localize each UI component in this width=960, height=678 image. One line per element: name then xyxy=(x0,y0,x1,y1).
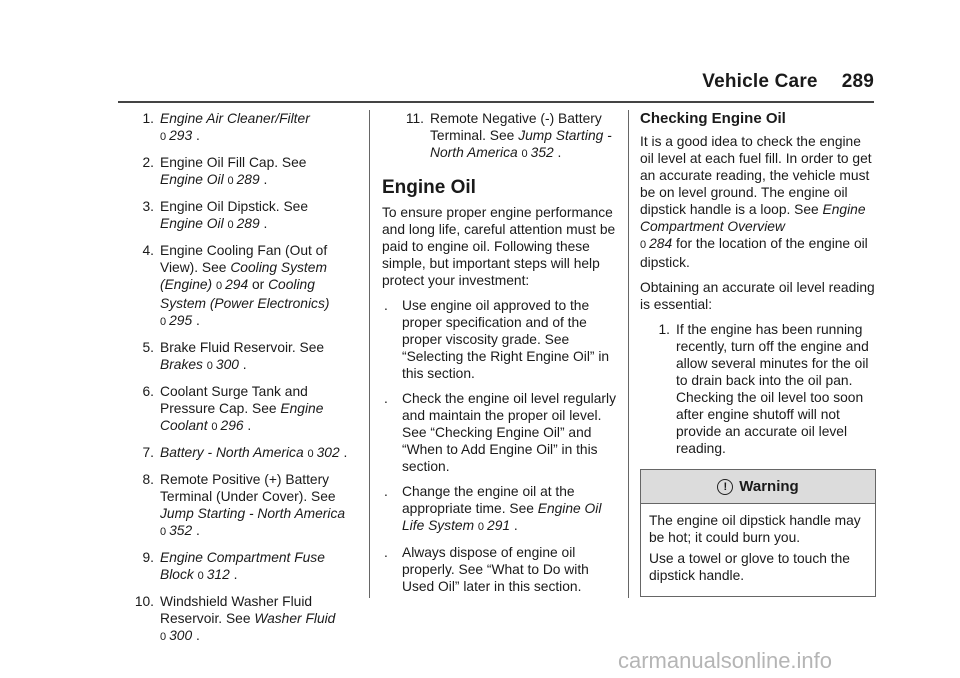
bullet-list xyxy=(382,297,617,595)
bullet-mark: . xyxy=(384,298,388,313)
page-ref-icon: 0 xyxy=(160,316,167,328)
text-run xyxy=(224,216,228,231)
list-number: 11. xyxy=(405,111,424,126)
step-number: 1. xyxy=(658,322,670,337)
text-run: . xyxy=(339,445,348,460)
cross-reference: 294 xyxy=(225,277,249,292)
text-run: or xyxy=(248,277,269,292)
list-number: 7. xyxy=(142,445,154,460)
cross-reference: Engine Compartment Overview xyxy=(640,202,866,234)
text-run: . xyxy=(510,518,518,533)
cross-reference: 289 xyxy=(236,172,260,187)
list-text xyxy=(160,198,357,234)
page-ref-icon: 0 xyxy=(477,521,485,533)
text-run: for the location of the engine oil dipstick. xyxy=(640,236,868,270)
bullet-item xyxy=(382,483,617,536)
list-number: 4. xyxy=(142,243,154,258)
cross-reference: Washer Fluid xyxy=(254,611,336,626)
cross-reference: 295 xyxy=(169,313,193,328)
cross-reference: Engine Coolant xyxy=(160,401,324,433)
text-run xyxy=(518,145,522,160)
text-run: Use engine oil approved to the proper specification and of the proper viscosity grade. See “Selecting the Right Engine Oil” in this section. xyxy=(402,298,610,381)
list-item xyxy=(112,198,357,234)
text-run: Always dispose of engine oil properly. See “What to Do with Used Oil” later in this section. xyxy=(402,545,589,594)
bullet-mark: . xyxy=(384,545,388,560)
text-run: Brake Fluid Reservoir. See xyxy=(160,340,325,355)
cross-reference: Cooling System (Power Electronics) xyxy=(160,277,330,311)
cross-reference: 300 xyxy=(215,357,239,372)
cross-reference: 284 xyxy=(649,236,673,251)
list-text xyxy=(430,110,617,163)
warning-title: Warning xyxy=(739,478,799,495)
text-run: . xyxy=(192,523,200,538)
list-text xyxy=(160,549,357,585)
cross-reference: 302 xyxy=(316,445,340,460)
text-run: Windshield Washer Fluid Reservoir. See xyxy=(160,594,313,626)
text-run xyxy=(224,172,228,187)
cross-reference: Engine Compartment Fuse Block xyxy=(160,550,325,582)
list-number: 5. xyxy=(142,340,154,355)
page-ref-icon: 0 xyxy=(216,280,223,292)
list-number: 1. xyxy=(142,111,154,126)
text-run: . xyxy=(229,567,238,582)
cross-reference: 291 xyxy=(487,518,511,533)
list-item xyxy=(112,549,357,585)
text-run: . xyxy=(238,357,247,372)
text-run: It is a good idea to check the engine oil level at each fuel fill. In order to get an accurate reading, the vehicle must be on level ground. The engine oil dipstick handle is a loop. See xyxy=(640,134,872,217)
warning-line-1: The engine oil dipstick handle may be hot; it could burn you. xyxy=(649,513,861,545)
page-ref-icon: 0 xyxy=(160,631,167,643)
list-text xyxy=(160,593,357,646)
cross-reference: 293 xyxy=(169,128,193,143)
bullet-text xyxy=(402,297,617,382)
list-number: 10. xyxy=(134,594,154,609)
bullet-text xyxy=(402,544,617,595)
cross-reference: 296 xyxy=(220,418,244,433)
list-text xyxy=(160,110,357,146)
text-run: Remote Negative (-) Battery Terminal. See xyxy=(430,111,602,143)
cross-reference: 300 xyxy=(169,628,193,643)
bullet-item xyxy=(382,390,617,475)
list-item xyxy=(112,444,357,463)
header-rule xyxy=(118,101,874,103)
page-ref-icon: 0 xyxy=(160,526,167,538)
watermark: carmanualsonline.info xyxy=(618,648,833,673)
list-number: 8. xyxy=(142,472,154,487)
bullet-text xyxy=(402,390,617,475)
column-1 xyxy=(112,110,357,654)
cross-reference: Jump Starting - North America xyxy=(160,506,346,521)
page-ref-icon: 0 xyxy=(197,570,204,582)
cross-reference: 312 xyxy=(206,567,230,582)
list-item xyxy=(112,242,357,331)
warning-icon: ! xyxy=(717,479,733,495)
step-text: If the engine has been running recently, turn off the engine and allow several minutes for the oil to drain back into the oil pan. Checking the oil level too soon after engine shutoff will not provide an accurate oil level reading. xyxy=(676,322,869,456)
text-run: Change the engine oil at the appropriate time. See xyxy=(402,484,575,516)
page-ref-icon: 0 xyxy=(211,421,218,433)
step-1 xyxy=(640,321,876,457)
warning-body xyxy=(641,504,875,596)
page-ref-icon: 0 xyxy=(206,360,213,372)
text-run: Engine Oil Fill Cap. See xyxy=(160,155,307,170)
text-run: . xyxy=(243,418,252,433)
page-ref-icon: 0 xyxy=(227,175,234,187)
cross-reference: Engine Oil Life System xyxy=(402,501,602,533)
list-number: 6. xyxy=(142,384,154,399)
text-run: . xyxy=(553,145,562,160)
text-run: Engine Cooling Fan (Out of View). See xyxy=(160,243,328,275)
bullet-text xyxy=(402,483,617,536)
column-divider-1 xyxy=(369,110,370,598)
list-number: 3. xyxy=(142,199,154,214)
text-run: Coolant Surge Tank and Pressure Cap. See xyxy=(160,384,308,416)
page-header xyxy=(702,71,874,93)
page-ref-icon: 0 xyxy=(160,131,167,143)
list-item xyxy=(112,110,357,146)
text-run: Remote Positive (+) Battery Terminal (Under Cover). See xyxy=(160,472,336,504)
cross-reference: Engine Air Cleaner/Filter xyxy=(160,111,310,126)
bullet-item xyxy=(382,297,617,382)
list-text xyxy=(160,154,357,190)
list-item xyxy=(112,383,357,436)
list-text xyxy=(160,471,357,541)
text-run: . xyxy=(192,628,200,643)
warning-header xyxy=(641,470,875,504)
cross-reference: 289 xyxy=(236,216,260,231)
cross-reference: Jump Starting - North America xyxy=(430,128,612,160)
page-ref-icon: 0 xyxy=(640,239,647,251)
paragraph-2: Obtaining an accurate oil level reading is essential: xyxy=(640,280,875,312)
subheading-checking-engine-oil: Checking Engine Oil xyxy=(640,110,786,127)
text-run: Check the engine oil level regularly and maintain the proper oil level. See “Checking Engine Oil” and “When to Add Engine Oil” in this section. xyxy=(402,391,616,474)
paragraph-1 xyxy=(640,133,876,271)
list-number: 2. xyxy=(142,155,154,170)
bullet-mark: . xyxy=(384,391,388,406)
list-text xyxy=(160,339,357,375)
text-run: . xyxy=(192,313,200,328)
list-item xyxy=(112,154,357,190)
cross-reference: Brakes xyxy=(160,357,203,372)
list-text xyxy=(160,383,357,436)
list-item xyxy=(112,471,357,541)
page-ref-icon: 0 xyxy=(227,219,234,231)
page-ref-icon: 0 xyxy=(307,448,314,460)
intro-paragraph: To ensure proper engine performance and long life, careful attention must be paid to engine oil. Following these simple, but important steps will help protect your investment: xyxy=(382,205,616,288)
list-item xyxy=(112,593,357,646)
cross-reference: Engine Oil xyxy=(160,172,224,187)
warning-line-2: Use a towel or glove to touch the dipstick handle. xyxy=(649,551,850,583)
warning-box xyxy=(640,469,876,597)
cross-reference: 352 xyxy=(169,523,193,538)
list-text xyxy=(160,242,357,331)
list-text xyxy=(160,444,357,463)
cross-reference: Battery - North America xyxy=(160,445,304,460)
column-3 xyxy=(640,110,876,597)
bullet-mark: . xyxy=(384,484,388,499)
text-run: . xyxy=(259,216,268,231)
list-number: 9. xyxy=(142,550,154,565)
column-2 xyxy=(382,110,617,603)
page-number: 289 xyxy=(841,71,874,92)
bullet-item xyxy=(382,544,617,595)
text-run: . xyxy=(192,128,200,143)
list-item xyxy=(112,339,357,375)
column-divider-2 xyxy=(628,110,629,598)
text-run: Engine Oil Dipstick. See xyxy=(160,199,308,214)
section-title: Vehicle Care xyxy=(702,71,818,92)
cross-reference: Engine Oil xyxy=(160,216,224,231)
cross-reference: Cooling System (Engine) xyxy=(160,260,327,292)
list-item-11 xyxy=(382,110,617,163)
text-run: . xyxy=(259,172,268,187)
cross-reference: 352 xyxy=(530,145,554,160)
section-heading-engine-oil: Engine Oil xyxy=(382,177,476,198)
page-ref-icon: 0 xyxy=(521,148,528,160)
